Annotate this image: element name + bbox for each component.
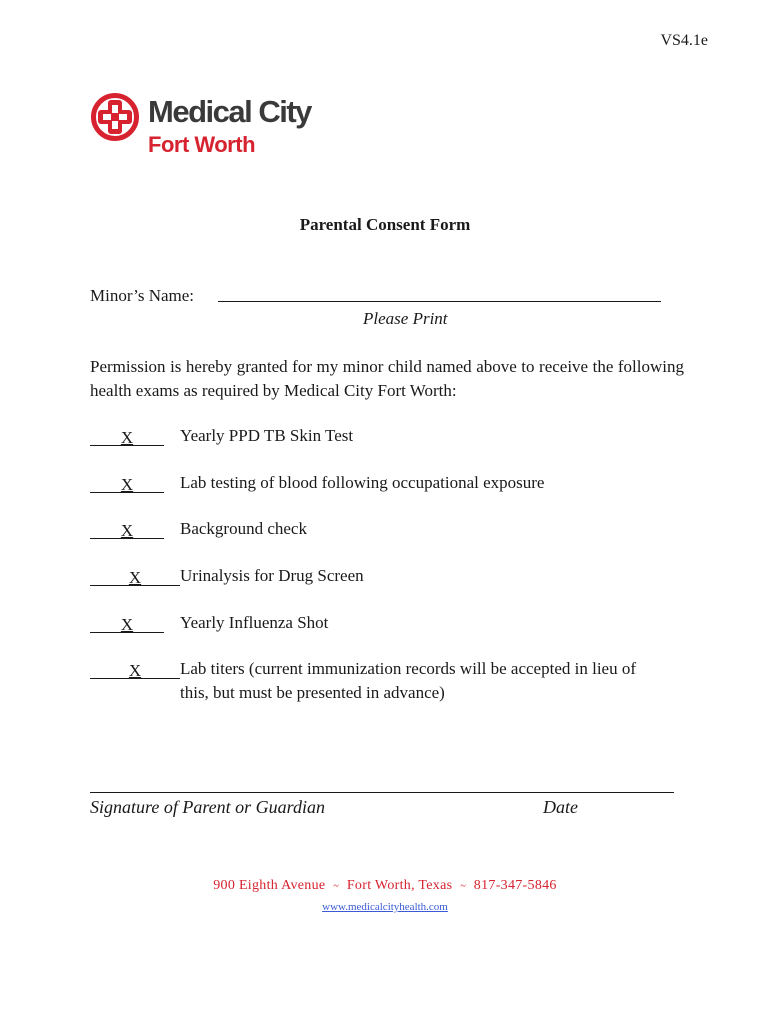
website-link[interactable]: www.medicalcityhealth.com [322,901,448,913]
version-code: VS4.1e [660,32,708,49]
exam-item-label: Yearly PPD TB Skin Test [180,426,354,445]
minor-name-field[interactable] [218,284,661,302]
footer-contact [0,878,770,894]
date-label: Date [543,797,578,817]
footer-separator: ~ [333,881,339,892]
exam-item-label: Lab testing of blood following occupational exposure [180,473,545,492]
exam-check-blank[interactable]: X [90,426,164,446]
form-title: Parental Consent Form [299,215,471,234]
exam-check-blank[interactable]: X [90,613,164,633]
exam-check-blank[interactable]: X [90,519,164,539]
footer-phone: 817-347-5846 [473,878,557,893]
footer-city: Fort Worth, Texas [346,878,453,893]
exam-item-label: Urinalysis for Drug Screen [180,566,364,585]
medical-city-logo [90,92,350,164]
exam-check-blank[interactable]: X [90,659,180,679]
signature-field[interactable] [90,774,674,793]
permission-statement: Permission is hereby granted for my minor child named above to receive the following health exams as required by Medical City Fort Worth: [90,357,684,400]
signature-label: Signature of Parent or Guardian [90,797,325,817]
minor-name-label: Minor’s Name: [90,286,195,305]
medical-cross-logo-icon [90,92,140,142]
logo-name-line2: Fort Worth [148,132,256,157]
logo-name-line1: Medical City [148,94,311,129]
exam-item-label: Yearly Influenza Shot [180,613,329,632]
please-print-hint: Please Print [363,309,448,328]
footer-separator: ~ [460,881,466,892]
exam-check-blank[interactable]: X [90,473,164,493]
exam-item-label: Background check [180,519,307,538]
exam-item-label: Lab titers (current immunization records will be accepted in lieu of this, but must be presented in advance) [180,659,636,702]
exam-check-blank[interactable]: X [90,566,180,586]
footer-address: 900 Eighth Avenue [213,878,326,893]
